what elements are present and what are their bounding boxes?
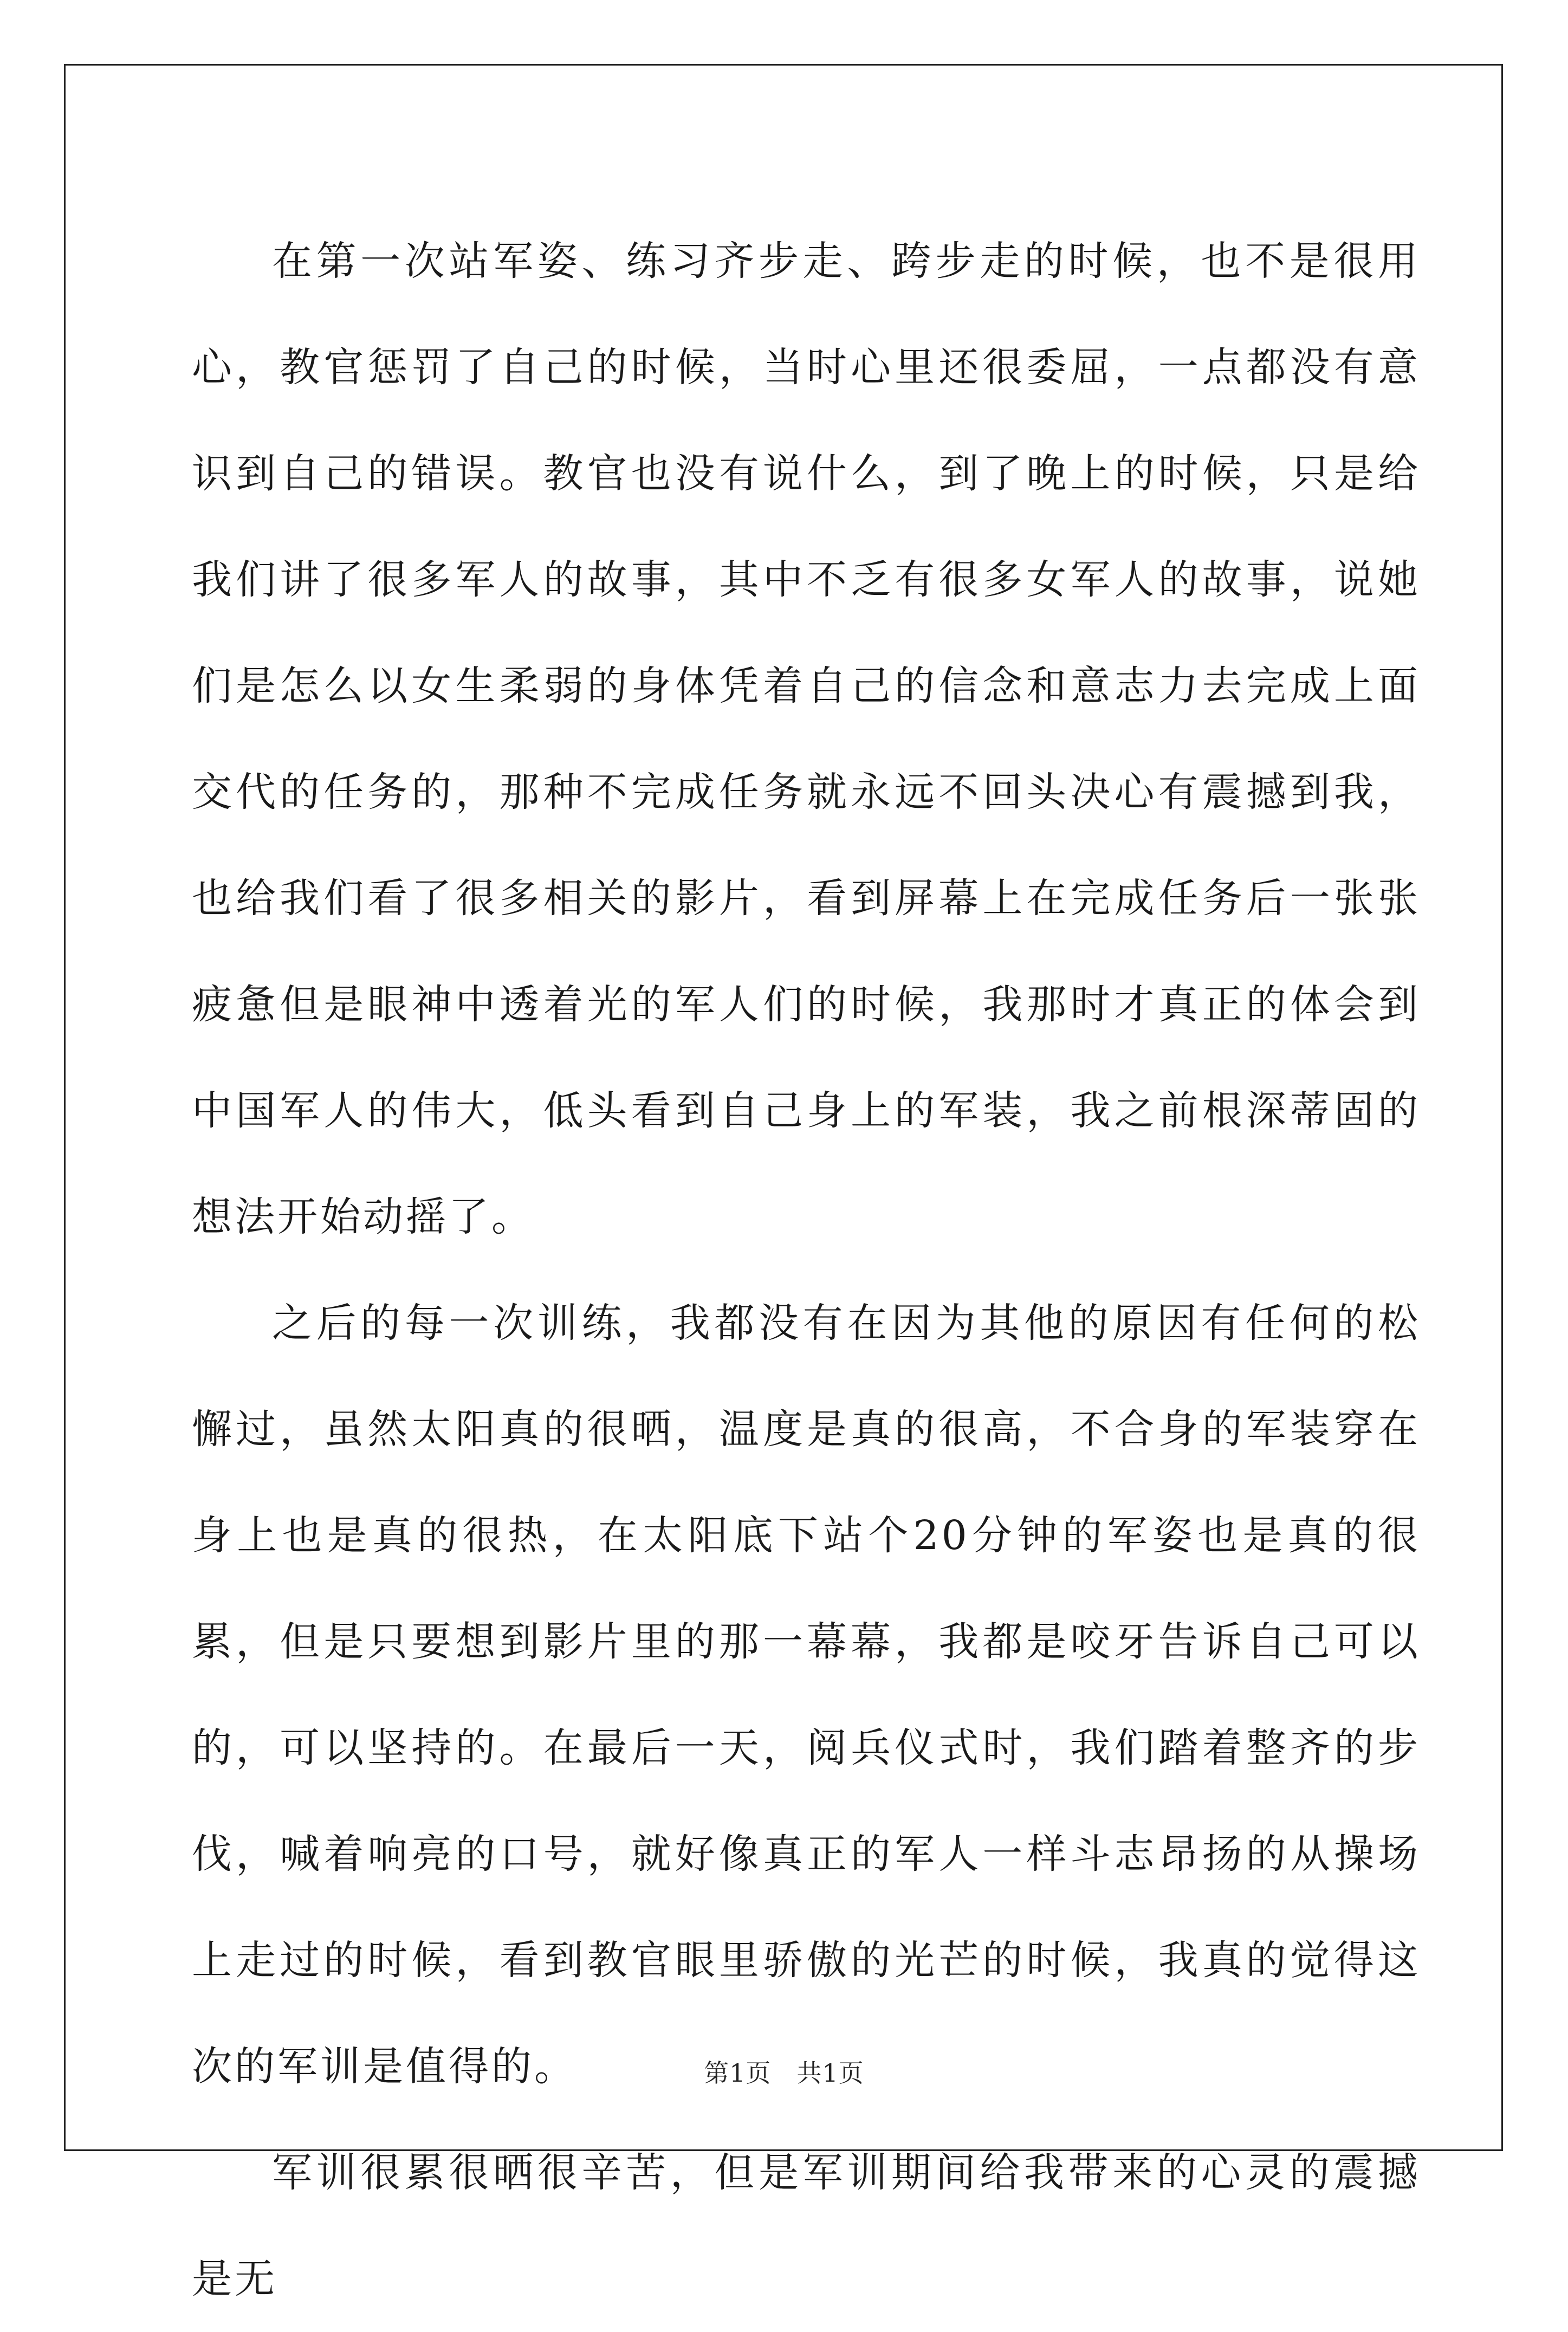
paragraph-2: 之后的每一次训练，我都没有在因为其他的原因有任何的松懈过，虽然太阳真的很晒，温度是真的很高，不合身的军装穿在身上也是真的很热，在太阳底下站个20分钟的军姿也是真的很累，但是只要想到影片里的那一幕幕，我都是咬牙告诉自己可以的，可以坚持的。在最后一天，阅兵仪式时，我们踏着整齐的步伐，喊着响亮的口号，就好像真正的军人一样斗志昂扬的从操场上走过的时候，看到教官眼里骄傲的光芒的时候，我真的觉得这次的军训是值得的。	[192, 1300, 1421, 2090]
paragraph-1: 在第一次站军姿、练习齐步走、跨步走的时候，也不是很用心，教官惩罚了自己的时候，当时心里还很委屈，一点都没有意识到自己的错误。教官也没有说什么，到了晚上的时候，只是给我们讲了很多军人的故事，其中不乏有很多女军人的故事，说她们是怎么以女生柔弱的身体凭着自己的信念和意志力去完成上面交代的任务的，那种不完成任务就永远不回头决心有震撼到我，也给我们看了很多相关的影片，看到屏幕上在完成任务后一张张疲惫但是眼神中透着光的军人们的时候，我那时才真正的体会到中国军人的伟大，低头看到自己身上的军装，我之前根深蒂固的想法开始动摇了。	[192, 238, 1421, 1240]
page-total: 共1页	[796, 2058, 864, 2088]
paragraph-3: 军训很累很晒很辛苦，但是军训期间给我带来的心灵的震撼是无	[192, 2149, 1421, 2302]
document-body	[192, 208, 1421, 2332]
page-number: 第1页	[704, 2058, 772, 2088]
page-footer	[0, 2054, 1568, 2089]
